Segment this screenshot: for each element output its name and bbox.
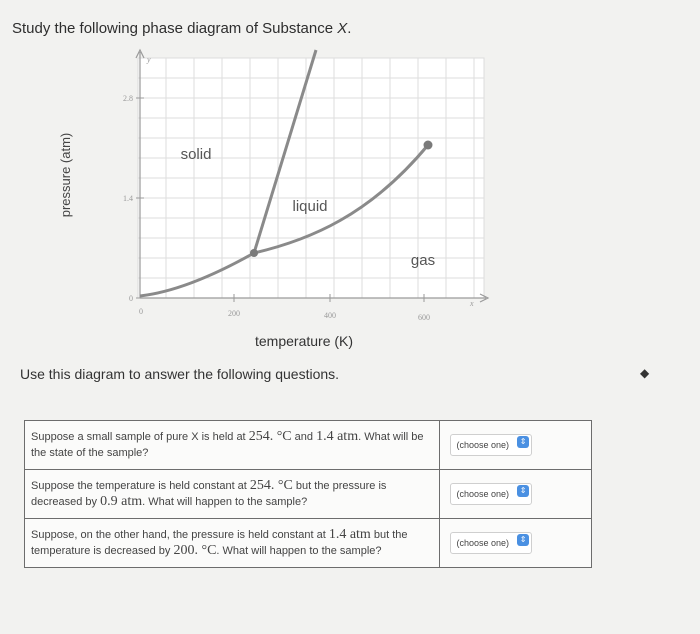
- prompt-text-after: .: [347, 20, 352, 37]
- y-tick-label: 1.4: [123, 194, 133, 203]
- question-value: 254. °C: [249, 478, 293, 493]
- x-axis-title: temperature (K): [255, 333, 354, 349]
- answer-select[interactable]: [450, 434, 533, 456]
- y-axis-title: pressure (atm): [58, 132, 73, 218]
- prompt-substance: X: [337, 20, 348, 37]
- y-tick-label: 0: [129, 294, 133, 303]
- question-row: [25, 519, 592, 568]
- y-axis-arrow-label: y: [147, 55, 151, 64]
- answer-select[interactable]: [450, 483, 533, 505]
- question-text-part: and: [291, 431, 317, 443]
- question-value: 254. °C: [248, 429, 292, 444]
- critical-point: [424, 141, 433, 150]
- y-tick-label: 2.8: [123, 94, 133, 103]
- region-label-solid: solid: [180, 146, 212, 163]
- region-label-gas: gas: [410, 252, 436, 269]
- question-text-part: Suppose, on the other hand, the pressure is held constant at: [31, 529, 329, 541]
- select-arrows-icon: ⇕: [517, 436, 529, 448]
- question-text-part: Suppose a small sample of pure X is held at: [31, 431, 249, 443]
- x-tick-label: 600: [418, 313, 430, 322]
- question-text-part: . What will happen to the sample?: [142, 496, 308, 508]
- question-value: 1.4 atm: [328, 527, 371, 542]
- question-text: [25, 519, 440, 568]
- x-tick-label: 0: [139, 307, 143, 316]
- question-value: 0.9 atm: [100, 494, 143, 509]
- x-axis-arrow-label: x: [470, 299, 474, 308]
- questions-table: [24, 420, 592, 568]
- answer-select[interactable]: [450, 532, 533, 554]
- question-text-part: but the temperature is decreased by: [31, 529, 408, 557]
- question-value: 200. °C: [173, 543, 217, 558]
- mouse-cursor-icon: ◆: [640, 366, 650, 380]
- answer-cell: [439, 519, 591, 568]
- question-row: [25, 421, 592, 470]
- instruction-text: Use this diagram to answer the following questions.: [20, 366, 340, 382]
- select-arrows-icon: ⇕: [517, 485, 529, 497]
- question-text-part: but the pressure is decreased by: [31, 480, 387, 508]
- triple-point: [250, 249, 258, 257]
- x-tick-label: 200: [228, 309, 240, 318]
- prompt-text-before: Study the following phase diagram of Substance: [12, 20, 338, 37]
- question-text-part: Suppose the temperature is held constant at: [31, 480, 250, 492]
- question-value: 1.4 atm: [316, 429, 359, 444]
- question-row: [25, 470, 592, 519]
- answer-select-label: (choose one): [456, 489, 510, 499]
- answer-cell: [439, 470, 591, 519]
- region-label-liquid: liquid: [292, 198, 328, 215]
- question-text: [25, 470, 440, 519]
- select-arrows-icon: ⇕: [517, 534, 529, 546]
- x-tick-label: 400: [324, 311, 336, 320]
- question-text: [25, 421, 440, 470]
- answer-select-label: (choose one): [456, 440, 510, 450]
- answer-cell: [439, 421, 591, 470]
- question-text-part: . What will be the state of the sample?: [31, 431, 424, 459]
- question-text-part: . What will happen to the sample?: [216, 545, 382, 557]
- answer-select-label: (choose one): [456, 538, 510, 548]
